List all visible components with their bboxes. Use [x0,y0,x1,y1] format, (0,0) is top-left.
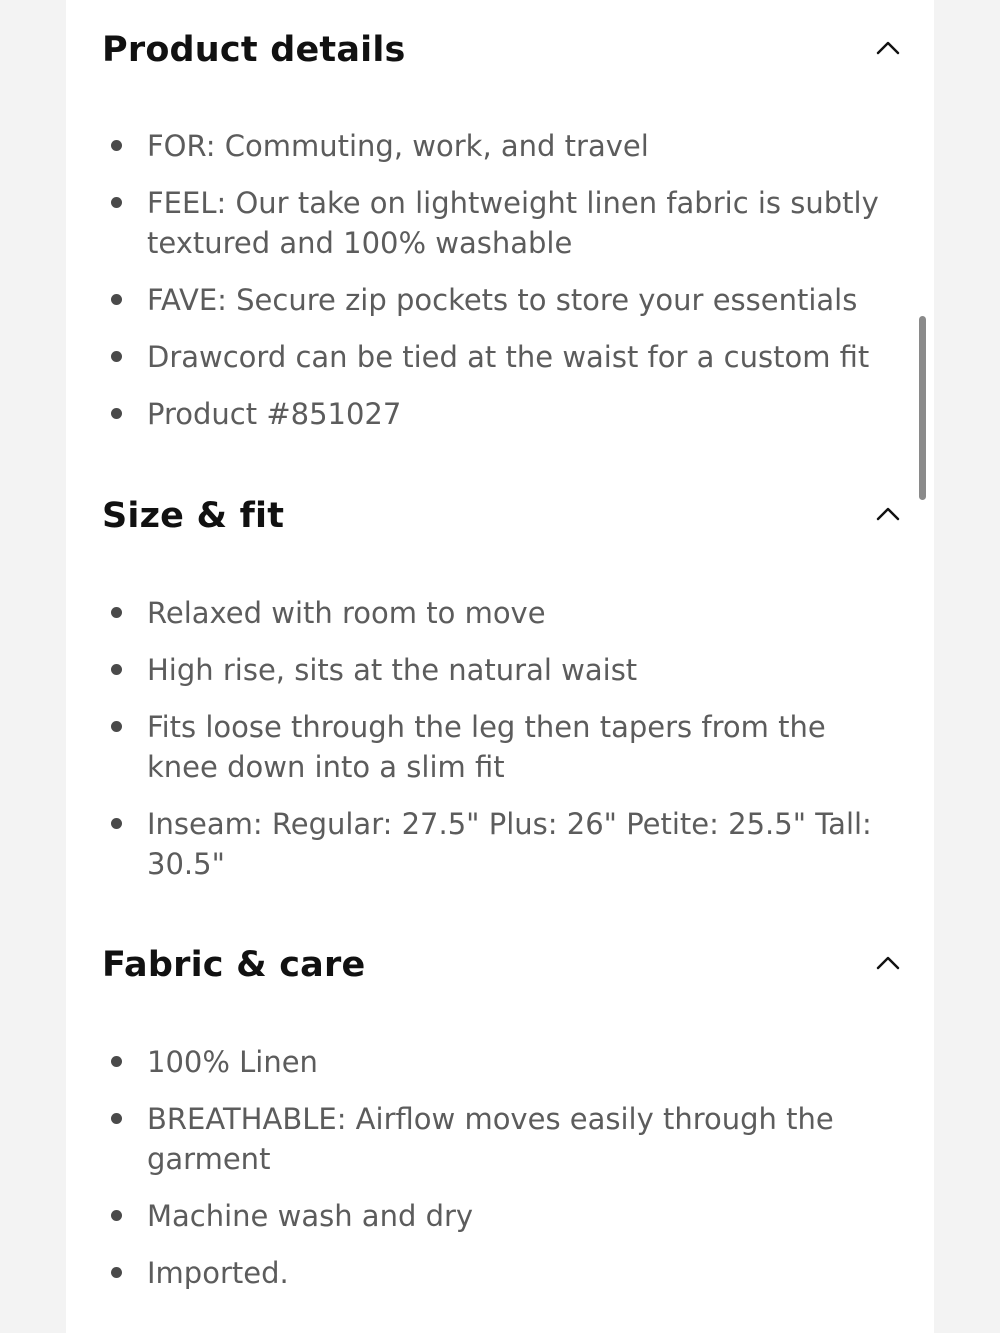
fabric-care-title: Fabric & care [102,945,366,985]
scrollbar-thumb[interactable] [919,316,926,500]
list-item: Product #851027 [110,394,900,434]
list-item: 100% Linen [110,1042,900,1082]
chevron-up-icon[interactable] [876,953,900,973]
list-item: BREATHABLE: Airflow moves easily through the garment [110,1099,900,1179]
product-details-list [110,126,900,451]
list-item: Inseam: Regular: 27.5" Plus: 26" Petite: 25.5" Tall: 30.5" [110,804,900,884]
chevron-up-icon[interactable] [876,504,900,524]
size-fit-title: Size & fit [102,496,285,536]
list-item: Machine wash and dry [110,1196,900,1236]
product-details-header[interactable] [102,18,912,78]
list-item: Fits loose through the leg then tapers from the knee down into a slim fit [110,707,900,787]
list-item: FAVE: Secure zip pockets to store your essentials [110,280,900,320]
list-item: FEEL: Our take on lightweight linen fabric is subtly textured and 100% washable [110,183,900,263]
size-fit-list [110,593,900,901]
list-item: Imported. [110,1253,900,1293]
size-fit-header[interactable] [102,484,912,544]
list-item: Relaxed with room to move [110,593,900,633]
list-item: Drawcord can be tied at the waist for a custom fit [110,337,900,377]
fabric-care-list [110,1042,900,1310]
chevron-up-icon[interactable] [876,38,900,58]
fabric-care-header[interactable] [102,933,912,993]
product-details-title: Product details [102,30,406,70]
list-item: High rise, sits at the natural waist [110,650,900,690]
list-item: FOR: Commuting, work, and travel [110,126,900,166]
